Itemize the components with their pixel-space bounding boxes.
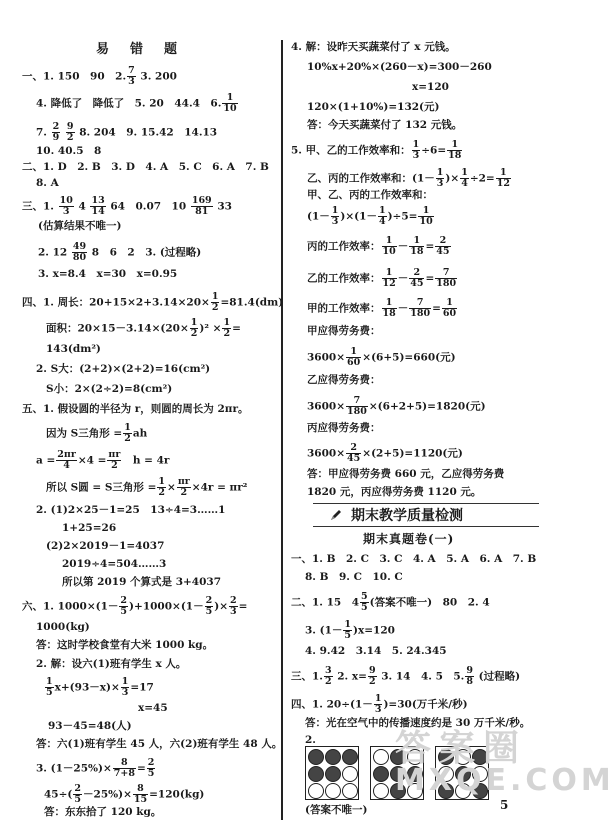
answer-line: 三、1. $\frac{10}{3}$ 4 $\frac{13}{14}$ 64 0.07 10 $\frac{169}{81}$ 33 (22, 195, 232, 217)
answer-line: 答：六(1)班有学生 45 人，六(2)班有学生 48 人。 (36, 738, 283, 750)
answer-line: 答：光在空气中的传播速度约是 30 万千米/秒。 (305, 717, 531, 729)
answer-line: 丙的工作效率： $\frac{1}{10}$ － $\frac{1}{18}$ = $\frac{2}{45}$ (307, 235, 450, 257)
pattern-circle (373, 749, 389, 765)
answer-line: 8. A (36, 177, 59, 189)
answer-line: 8. B 9. C 10. C (305, 571, 403, 583)
answer-line: 120×(1+10%)=132(元) (307, 101, 440, 113)
watermark-text-bottom: MXQE.COM (395, 763, 615, 798)
pattern-circle (373, 783, 389, 799)
answer-line: (答案不唯一) (305, 804, 368, 816)
answer-line: 2. 解：设六(1)班有学生 x 人。 (36, 658, 187, 670)
answer-line: 所以 S圆 = S三角形 = $\frac{1}{2}$ × $\frac{\pi r}{2}$ ×4r = πr² (46, 476, 248, 498)
answer-line: 4. 解：设昨天买蔬菜付了 x 元钱。 (291, 41, 456, 53)
answer-line: 答：甲应得劳务费 660 元，乙应得劳务费 (307, 468, 505, 480)
answer-line: 所以第 2019 个算式是 3+4037 (62, 576, 222, 588)
answer-line: 乙的工作效率： $\frac{1}{12}$ － $\frac{2}{45}$ = $\frac{7}{180}$ (307, 267, 457, 289)
answer-line: (2)2×2019－1=4037 (46, 540, 165, 552)
answer-line: 四、1. 20÷(1－ $\frac{1}{3}$ )=30(万千米/秒) (291, 693, 468, 715)
answer-line: 答：这时学校食堂有大米 1000 kg。 (36, 639, 214, 651)
answer-line: 2. (305, 734, 316, 746)
answer-line: 1+25=26 (62, 522, 117, 534)
answer-line: 2. (1)2×25－1=25 13÷4=3……1 (36, 504, 226, 516)
answer-line: 四、1. 周长：20+15×2+3.14×20× $\frac{1}{2}$ =81.4(dm) (22, 291, 284, 313)
answer-line: 二、1. 15 4 $\frac{5}{5}$ (答案不唯一) 80 2. 4 (291, 591, 490, 613)
answer-line: (1－ $\frac{1}{3}$ )×(1－ $\frac{1}{4}$ )÷5= $\frac{1}{10}$ (307, 205, 433, 227)
answer-line: 2. 12 $\frac{49}{80}$ 8 6 2 3. (过程略) (38, 241, 202, 263)
answer-line: 45÷( $\frac{2}{5}$ －25%)× $\frac{8}{15}$ =120(kg) (44, 783, 205, 805)
banner-title: 期末教学质量检测 (351, 508, 463, 524)
exam-subtitle: 期末真题卷(一) (363, 532, 455, 546)
answer-line: 10. 40.5 8 (36, 145, 102, 157)
pattern-circle (325, 766, 341, 782)
answer-line: 1820 元，丙应得劳务费 1120 元。 (307, 486, 482, 498)
answer-line: 2019÷4=504……3 (62, 558, 167, 570)
answer-line: 10%x+20%×(260－x)=300－260 (307, 61, 492, 73)
answer-line: a = $\frac{2\pi r}{4}$ ×4 = $\frac{\pi r}{2}$ h = 4r (36, 449, 170, 471)
answer-line: 甲、乙、丙的工作效率和： (307, 189, 433, 201)
answer-line: 93－45=48(人) (48, 720, 132, 732)
answer-line: 4. 9.42 3.14 5. 24.345 (305, 645, 447, 657)
watermark-text-top: 答案圈 (395, 728, 528, 769)
answer-line: 7. $\frac{2}{9}$ $\frac{9}{2}$ 8. 204 9. 15.42 14.13 (36, 121, 218, 143)
pattern-circle (325, 749, 341, 765)
pattern-circle (308, 783, 324, 799)
answer-line: x=45 (138, 702, 168, 714)
pattern-circle (342, 749, 358, 765)
answer-line: (估算结果不唯一) (38, 220, 122, 232)
pattern-circle (308, 749, 324, 765)
answer-line: 甲的工作效率： $\frac{1}{18}$ － $\frac{7}{180}$ = $\frac{1}{60}$ (307, 297, 457, 319)
answer-line: 1000(kg) (36, 621, 90, 633)
answer-line: 乙、丙的工作效率和：(1－ $\frac{1}{3}$ )× $\frac{1}{4}$ ÷2= $\frac{1}{12}$ (307, 167, 510, 189)
section-banner (313, 503, 539, 527)
answer-line: 143(dm²) (46, 343, 101, 355)
answer-line: S小：2×(2÷2)=8(cm²) (46, 383, 173, 395)
answer-line: 面积：20×15－3.14×(20× $\frac{1}{2}$ )² × $\frac{1}{2}$ = (46, 317, 241, 339)
pencil-icon (329, 508, 343, 522)
answer-line: x=120 (412, 81, 449, 93)
answer-line: 4. 降低了 降低了 5. 20 44.4 6. $\frac{1}{10}$ (36, 92, 237, 114)
pattern-circle (308, 766, 324, 782)
pattern-circle (373, 766, 389, 782)
answer-line: 3600× $\frac{2}{45}$ ×(2+5)=1120(元) (307, 442, 463, 464)
answer-line: 答：东东拾了 120 kg。 (44, 806, 162, 818)
answer-line: 二、1. D 2. B 3. D 4. A 5. C 6. A 7. B (22, 161, 269, 173)
answer-line: 一、1. 150 90 2. $\frac{7}{3}$ 3. 200 (22, 65, 177, 87)
pattern-circle (342, 766, 358, 782)
circle-pattern-1 (305, 746, 359, 800)
answer-line: 一、1. B 2. C 3. C 4. A 5. A 6. A 7. B (291, 553, 537, 565)
section-title: 易 错 题 (96, 42, 182, 57)
answer-line: 丙应得劳务费： (307, 422, 381, 434)
answer-line: 3. (1－ $\frac{1}{5}$ )x=120 (305, 619, 395, 641)
answer-line: 2. S大：(2+2)×(2+2)=16(cm²) (36, 363, 211, 375)
column-divider (281, 40, 283, 820)
answer-line: 六、1. 1000×(1－ $\frac{2}{5}$ )+1000×(1－ $\frac{2}{5}$ )× $\frac{2}{3}$ = (22, 595, 248, 617)
answer-line: 3600× $\frac{7}{180}$ ×(6+2+5)=1820(元) (307, 395, 486, 417)
answer-line: 乙应得劳务费： (307, 374, 381, 386)
answer-line: 五、1. 假设圆的半径为 r，则圆的周长为 2πr。 (22, 403, 249, 415)
answer-line: 答：今天买蔬菜付了 132 元钱。 (307, 119, 463, 131)
pattern-circle (325, 783, 341, 799)
answer-line: 因为 S三角形 = $\frac{1}{2}$ ah (46, 422, 148, 444)
page-number: 5 (500, 798, 509, 812)
watermark (395, 720, 615, 798)
answer-line: 3600× $\frac{1}{60}$ ×(6+5)=660(元) (307, 346, 456, 368)
answer-line: $\frac{1}{5}$ x+(93－x)× $\frac{1}{3}$ =17 (46, 676, 154, 698)
pattern-circle (342, 783, 358, 799)
answer-line: 3. (1－25%)× $\frac{8}{7+8}$ = $\frac{2}{5}$ (36, 757, 155, 779)
answer-line: 3. x=8.4 x=30 x=0.95 (38, 268, 178, 280)
answer-line: 5. 甲、乙的工作效率和： $\frac{1}{3}$ ÷6= $\frac{1}{18}$ (291, 139, 462, 161)
answer-line: 三、1. $\frac{3}{2}$ 2. x= $\frac{9}{2}$ 3. 14 4. 5 5. $\frac{9}{8}$ (过程略) (291, 665, 521, 687)
answer-line: 甲应得劳务费： (307, 325, 381, 337)
